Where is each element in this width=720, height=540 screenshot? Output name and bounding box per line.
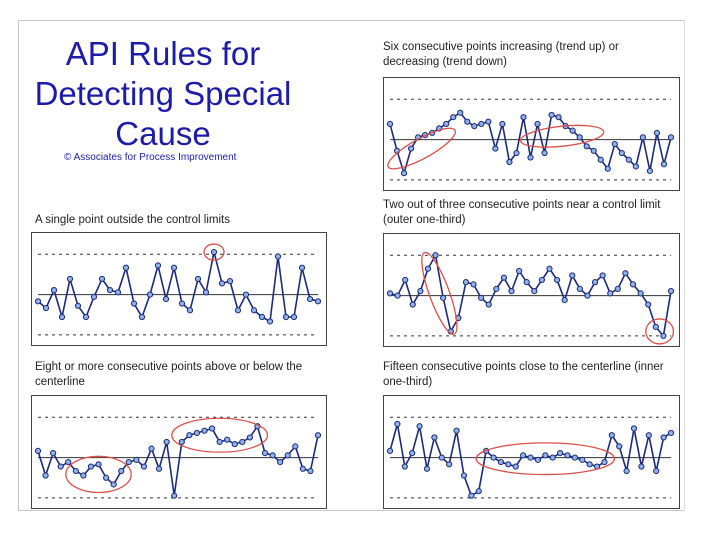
data-point <box>315 433 320 438</box>
data-point <box>51 451 56 456</box>
data-point <box>591 148 596 153</box>
slide-title: API Rules for Detecting Special Cause <box>34 35 292 152</box>
data-point <box>476 489 481 494</box>
data-point <box>275 254 280 259</box>
data-point <box>653 324 658 329</box>
data-point <box>472 124 477 129</box>
data-point <box>81 473 86 478</box>
data-point <box>592 280 597 285</box>
data-point <box>451 115 456 120</box>
highlight-ellipse <box>172 418 268 452</box>
data-point <box>35 299 40 304</box>
data-point <box>631 426 636 431</box>
data-point <box>506 462 511 467</box>
data-point <box>99 276 104 281</box>
data-point <box>308 468 313 473</box>
data-point <box>638 291 643 296</box>
data-point <box>219 281 224 286</box>
data-point <box>43 305 48 310</box>
data-point <box>299 265 304 270</box>
control-chart-trend <box>384 78 679 190</box>
data-point <box>668 289 673 294</box>
slide-frame-top <box>18 20 684 21</box>
data-point <box>395 421 400 426</box>
data-point <box>605 166 610 171</box>
data-series-line <box>38 426 318 495</box>
data-point <box>532 289 537 294</box>
data-point <box>262 451 267 456</box>
data-point <box>387 448 392 453</box>
data-point <box>235 308 240 313</box>
data-point <box>471 282 476 287</box>
data-point <box>35 448 40 453</box>
data-point <box>59 314 64 319</box>
data-point <box>433 253 438 258</box>
data-point <box>668 135 673 140</box>
data-point <box>417 424 422 429</box>
data-point <box>556 115 561 120</box>
data-point <box>491 455 496 460</box>
data-point <box>550 455 555 460</box>
caption-fifteen-consecutive-rule: Fifteen consecutive points close to the centerline (inner one-third) <box>383 361 664 388</box>
data-point <box>479 295 484 300</box>
data-point <box>187 433 192 438</box>
data-point <box>554 277 559 282</box>
data-point <box>293 444 298 449</box>
control-chart-two-of-three <box>384 234 679 346</box>
data-point <box>283 314 288 319</box>
data-point <box>521 453 526 458</box>
data-point <box>439 455 444 460</box>
data-point <box>633 164 638 169</box>
data-point <box>521 115 526 120</box>
data-point <box>454 428 459 433</box>
data-point <box>654 468 659 473</box>
data-series-line <box>38 252 318 321</box>
data-point <box>75 303 80 308</box>
caption-outside-limits-rule: A single point outside the control limits <box>35 214 230 226</box>
data-point <box>225 437 230 442</box>
data-point <box>647 168 652 173</box>
highlight-ellipse <box>519 122 604 151</box>
data-point <box>528 155 533 160</box>
data-point <box>609 433 614 438</box>
data-point <box>539 277 544 282</box>
data-point <box>585 293 590 298</box>
data-point <box>646 302 651 307</box>
data-point <box>570 273 575 278</box>
data-point <box>562 297 567 302</box>
data-point <box>424 466 429 471</box>
data-point <box>172 493 177 498</box>
data-point <box>58 464 63 469</box>
data-point <box>155 263 160 268</box>
data-point <box>217 439 222 444</box>
data-point <box>498 459 503 464</box>
chart-panel-outside-limits <box>31 232 327 346</box>
data-point <box>486 119 491 124</box>
slide-frame-bottom <box>18 510 684 511</box>
data-point <box>479 121 484 126</box>
data-point <box>164 439 169 444</box>
data-point <box>668 430 673 435</box>
data-point <box>83 314 88 319</box>
control-chart-eight-consecutive <box>32 396 326 508</box>
data-point <box>51 288 56 293</box>
data-point <box>300 466 305 471</box>
data-point <box>661 435 666 440</box>
data-point <box>115 290 120 295</box>
data-point <box>195 276 200 281</box>
data-point <box>494 286 499 291</box>
data-point <box>500 121 505 126</box>
data-point <box>486 302 491 307</box>
data-point <box>107 288 112 293</box>
data-point <box>432 435 437 440</box>
control-chart-outside-limits <box>32 233 326 345</box>
data-point <box>187 308 192 313</box>
data-point <box>619 150 624 155</box>
data-point <box>126 459 131 464</box>
control-chart-fifteen-consecutive <box>384 396 679 508</box>
data-point <box>587 462 592 467</box>
data-point <box>267 319 272 324</box>
data-point <box>458 110 463 115</box>
data-point <box>401 171 406 176</box>
data-point <box>243 292 248 297</box>
data-point <box>259 314 264 319</box>
data-point <box>608 291 613 296</box>
data-point <box>66 459 71 464</box>
data-point <box>278 459 283 464</box>
data-point <box>444 121 449 126</box>
data-point <box>410 302 415 307</box>
data-point <box>194 430 199 435</box>
data-point <box>73 468 78 473</box>
data-point <box>171 265 176 270</box>
caption-trend-rule: Six consecutive points increasing (trend up) or decreasing (trend down) <box>383 41 619 68</box>
data-point <box>134 457 139 462</box>
data-point <box>626 157 631 162</box>
data-point <box>654 130 659 135</box>
data-point <box>285 453 290 458</box>
data-point <box>543 453 548 458</box>
data-point <box>447 462 452 467</box>
data-point <box>96 462 101 467</box>
data-point <box>535 121 540 126</box>
data-point <box>661 162 666 167</box>
data-point <box>615 286 620 291</box>
data-point <box>493 146 498 151</box>
data-point <box>524 280 529 285</box>
data-point <box>111 482 116 487</box>
data-point <box>410 451 415 456</box>
data-point <box>661 333 666 338</box>
data-point <box>147 292 152 297</box>
data-point <box>408 146 413 151</box>
data-point <box>557 451 562 456</box>
data-point <box>441 295 446 300</box>
data-point <box>209 426 214 431</box>
data-point <box>104 475 109 480</box>
data-point <box>88 464 93 469</box>
chart-panel-fifteen-consecutive <box>383 395 680 509</box>
slide-frame-right <box>684 20 685 510</box>
data-point <box>584 144 589 149</box>
data-point <box>528 455 533 460</box>
data-point <box>67 276 72 281</box>
data-point <box>623 271 628 276</box>
data-point <box>251 308 256 313</box>
data-point <box>600 273 605 278</box>
data-point <box>630 282 635 287</box>
data-point <box>141 464 146 469</box>
data-point <box>202 428 207 433</box>
data-point <box>602 459 607 464</box>
data-point <box>123 265 128 270</box>
data-point <box>549 112 554 117</box>
data-point <box>469 493 474 498</box>
data-point <box>577 135 582 140</box>
data-point <box>291 314 296 319</box>
data-point <box>639 464 644 469</box>
data-point <box>535 457 540 462</box>
data-point <box>402 464 407 469</box>
data-point <box>232 442 237 447</box>
chart-panel-eight-consecutive <box>31 395 327 509</box>
data-point <box>570 128 575 133</box>
chart-panel-trend <box>383 77 680 191</box>
data-point <box>119 468 124 473</box>
caption-two-of-three-rule: Two out of three consecutive points near a control limit (outer one-third) <box>383 199 661 226</box>
data-point <box>227 279 232 284</box>
data-point <box>542 150 547 155</box>
data-point <box>640 135 645 140</box>
data-point <box>403 277 408 282</box>
data-point <box>514 150 519 155</box>
data-point <box>315 299 320 304</box>
data-point <box>131 301 136 306</box>
data-point <box>91 294 96 299</box>
data-point <box>156 466 161 471</box>
data-point <box>465 119 470 124</box>
data-point <box>646 433 651 438</box>
data-point <box>577 286 582 291</box>
data-point <box>565 453 570 458</box>
data-point <box>179 301 184 306</box>
data-point <box>612 141 617 146</box>
data-point <box>598 157 603 162</box>
data-point <box>43 473 48 478</box>
data-series-line <box>390 113 671 173</box>
data-point <box>139 314 144 319</box>
data-point <box>247 435 252 440</box>
data-point <box>211 249 216 254</box>
data-point <box>418 289 423 294</box>
caption-eight-consecutive-rule: Eight or more consecutive points above or below the centerline <box>35 361 303 388</box>
data-point <box>501 275 506 280</box>
slide-frame-left <box>18 20 19 510</box>
data-point <box>387 121 392 126</box>
data-point <box>461 473 466 478</box>
chart-panel-two-of-three <box>383 233 680 347</box>
data-point <box>307 296 312 301</box>
data-point <box>179 439 184 444</box>
data-point <box>547 266 552 271</box>
data-point <box>624 468 629 473</box>
data-point <box>509 289 514 294</box>
data-point <box>425 266 430 271</box>
data-point <box>463 280 468 285</box>
data-point <box>387 291 392 296</box>
data-point <box>517 268 522 273</box>
data-point <box>572 455 577 460</box>
data-point <box>149 446 154 451</box>
data-point <box>203 290 208 295</box>
data-point <box>507 159 512 164</box>
data-point <box>395 293 400 298</box>
data-point <box>270 453 275 458</box>
data-point <box>513 464 518 469</box>
data-point <box>617 444 622 449</box>
data-point <box>163 296 168 301</box>
data-point <box>240 439 245 444</box>
copyright-text: © Associates for Process Improvement <box>64 152 237 163</box>
data-point <box>580 457 585 462</box>
